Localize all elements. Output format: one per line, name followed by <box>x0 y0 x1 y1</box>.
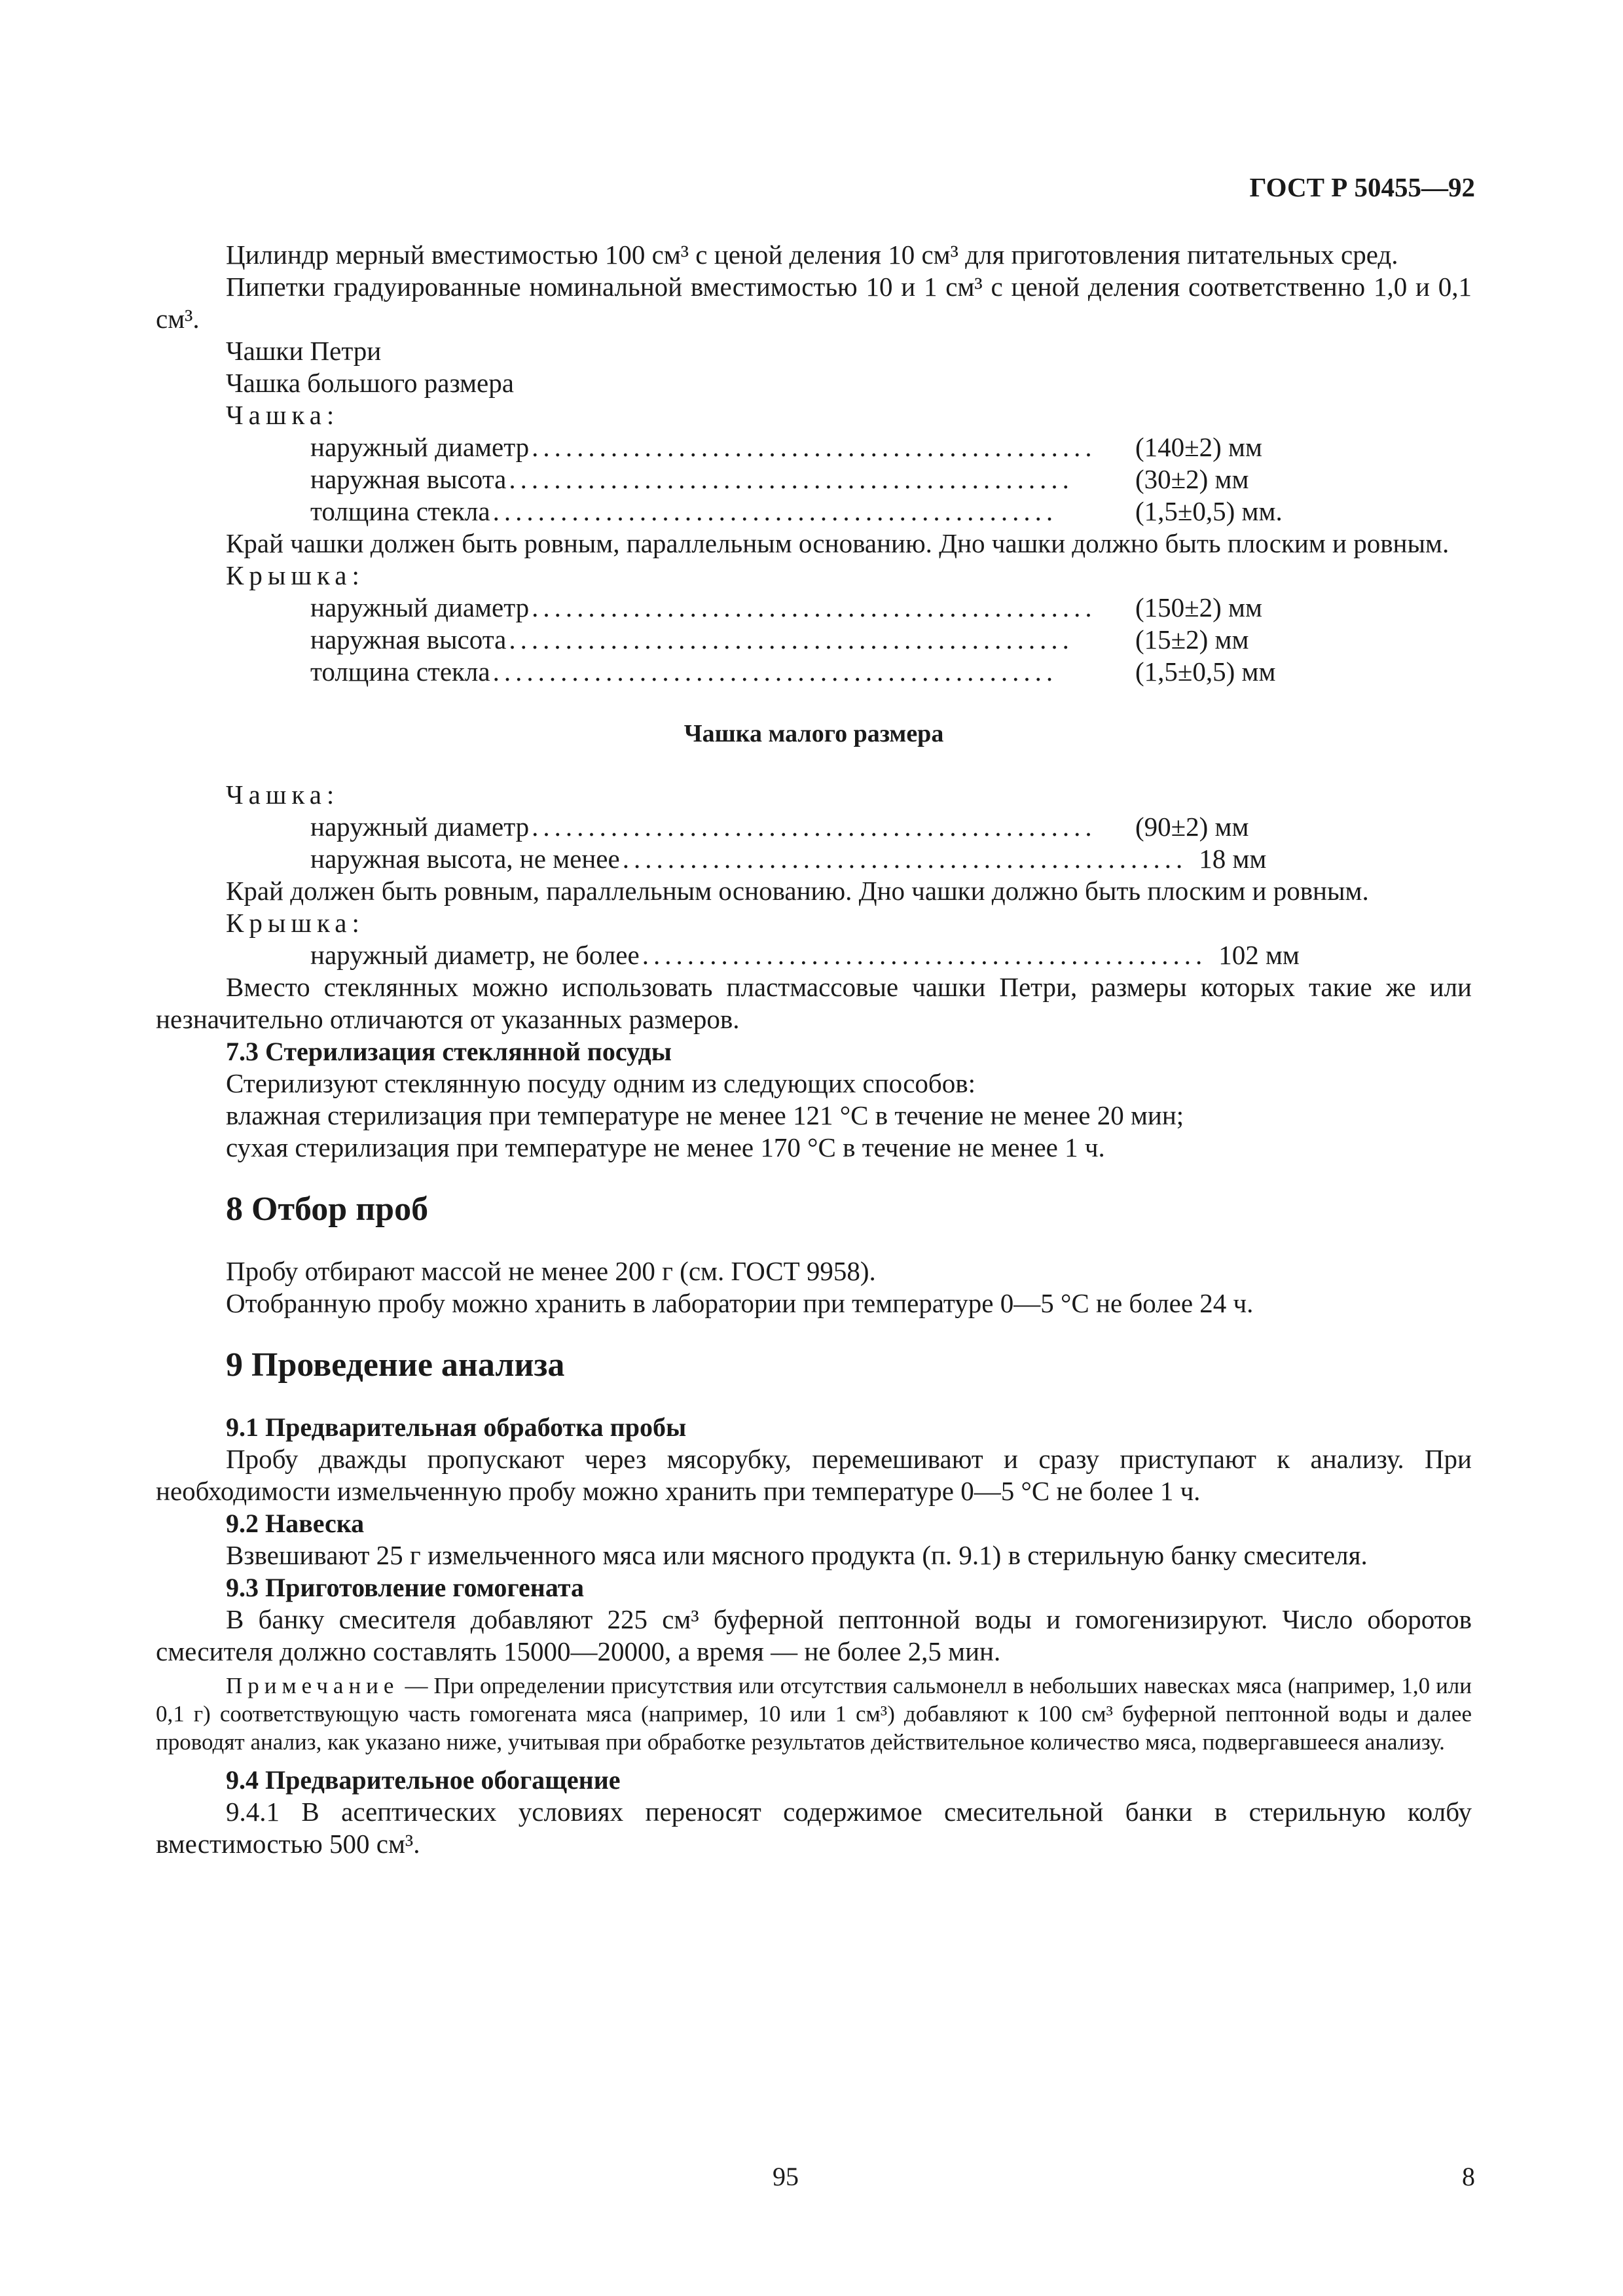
heading-section-9: 9 Проведение анализа <box>226 1346 565 1384</box>
spec-row: наружный диаметр .................................................. (90±2) мм <box>310 812 1249 842</box>
paragraph-edge-big: Край чашки должен быть ровным, параллельным основанию. Дно чашки должно быть плоским и ровным. <box>226 528 1450 558</box>
paragraph-9-1: Пробу дважды пропускают через мясорубку, перемешивают и сразу приступают к анализу. При необходимости измельченную пробу можно хранить при температуре 0—5 °С не более 1 ч. <box>156 1444 1472 1506</box>
spec-row: наружная высота, не менее .................................................. 18 мм <box>310 844 1267 874</box>
label-lid: Крышка: <box>226 560 365 590</box>
heading-7-3: 7.3 Стерилизация стеклянной посуды <box>226 1037 672 1066</box>
paragraph-9-4-1: 9.4.1 В асептических условиях переносят содержимое смесительной банки в стерильную колбу вместимостью 500 см³. <box>156 1797 1472 1859</box>
paragraph-9-2: Взвешивают 25 г измельченного мяса или мясного продукта (п. 9.1) в стерильную банку смесителя. <box>226 1540 1368 1570</box>
spec-row: наружный диаметр .................................................. (150±2) мм <box>310 592 1262 622</box>
spec-row: наружная высота .................................................. (15±2) мм <box>310 624 1249 655</box>
paragraph-pipettes: Пипетки градуированные номинальной вместимостью 10 и 1 см³ с ценой деления соответственно 1,0 и 0,1 см³. <box>156 272 1472 334</box>
heading-section-8: 8 Отбор проб <box>226 1191 429 1228</box>
heading-9-2: 9.2 Навеска <box>226 1509 365 1538</box>
heading-9-1: 9.1 Предварительная обработка пробы <box>226 1412 687 1442</box>
page-number: 95 <box>773 2162 799 2191</box>
line-big-dish: Чашка большого размера <box>226 368 514 398</box>
page-header: ГОСТ Р 50455—92 <box>1249 172 1475 202</box>
note-text: — При определении присутствия или отсутствия сальмонелл в небольших навесках мяса (например, 1,0 или 0,1 г) соответствующую часть гомогената мяса (например, 10 или 1 см³) добавляют к 100 см³ буферной пептонной воды и далее проводят анализ, как указано ниже, учитывая при обработке результатов действительное количество мяса, подвергавшееся анализу. <box>156 1673 1472 1755</box>
note-label: Примечание <box>226 1673 399 1698</box>
note-block <box>156 1672 1472 1756</box>
paragraph-edge-small: Край должен быть ровным, параллельным основанию. Дно чашки должно быть плоским и ровным. <box>226 876 1369 906</box>
paragraph-plastic: Вместо стеклянных можно использовать пластмассовые чашки Петри, размеры которых такие же или незначительно отличаются от указанных размеров. <box>156 972 1472 1034</box>
label-cup-small: Чашка: <box>226 780 340 810</box>
spec-row: наружный диаметр .................................................. (140±2) мм <box>310 432 1262 462</box>
spec-row: наружная высота .................................................. (30±2) мм <box>310 464 1249 494</box>
line-sample-mass: Пробу отбирают массой не менее 200 г (см. ГОСТ 9958). <box>226 1256 876 1286</box>
paragraph-cylinder: Цилиндр мерный вместимостью 100 см³ с ценой деления 10 см³ для приготовления питательных сред. <box>226 240 1398 270</box>
line-sterilize: Стерилизуют стеклянную посуду одним из следующих способов: <box>226 1068 976 1098</box>
spec-row: толщина стекла .................................................. (1,5±0,5) мм. <box>310 496 1283 526</box>
small-dish-heading: Чашка малого размера <box>684 720 944 747</box>
label-lid-small: Крышка: <box>226 908 365 938</box>
line-wet-sterilize: влажная стерилизация при температуре не менее 121 °С в течение не менее 20 мин; <box>226 1100 1184 1130</box>
heading-9-3: 9.3 Приготовление гомогената <box>226 1573 584 1602</box>
document-body <box>156 239 1472 1860</box>
paragraph-9-3: В банку смесителя добавляют 225 см³ буферной пептонной воды и гомогенизируют. Число оборотов смесителя должно составлять 15000—20000, а время — не более 2,5 мин. <box>156 1604 1472 1666</box>
label-cup: Чашка: <box>226 400 340 430</box>
spec-row: наружный диаметр, не более .................................................. 102 мм <box>310 940 1300 970</box>
line-dry-sterilize: сухая стерилизация при температуре не менее 170 °С в течение не менее 1 ч. <box>226 1132 1105 1162</box>
sheet-number: 8 <box>1462 2162 1475 2191</box>
line-sample-storage: Отобранную пробу можно хранить в лаборатории при температуре 0—5 °С не более 24 ч. <box>226 1288 1254 1318</box>
spec-row: толщина стекла .................................................. (1,5±0,5) мм <box>310 656 1276 687</box>
heading-9-4: 9.4 Предварительное обогащение <box>226 1765 621 1795</box>
line-petri-dishes: Чашки Петри <box>226 336 382 366</box>
